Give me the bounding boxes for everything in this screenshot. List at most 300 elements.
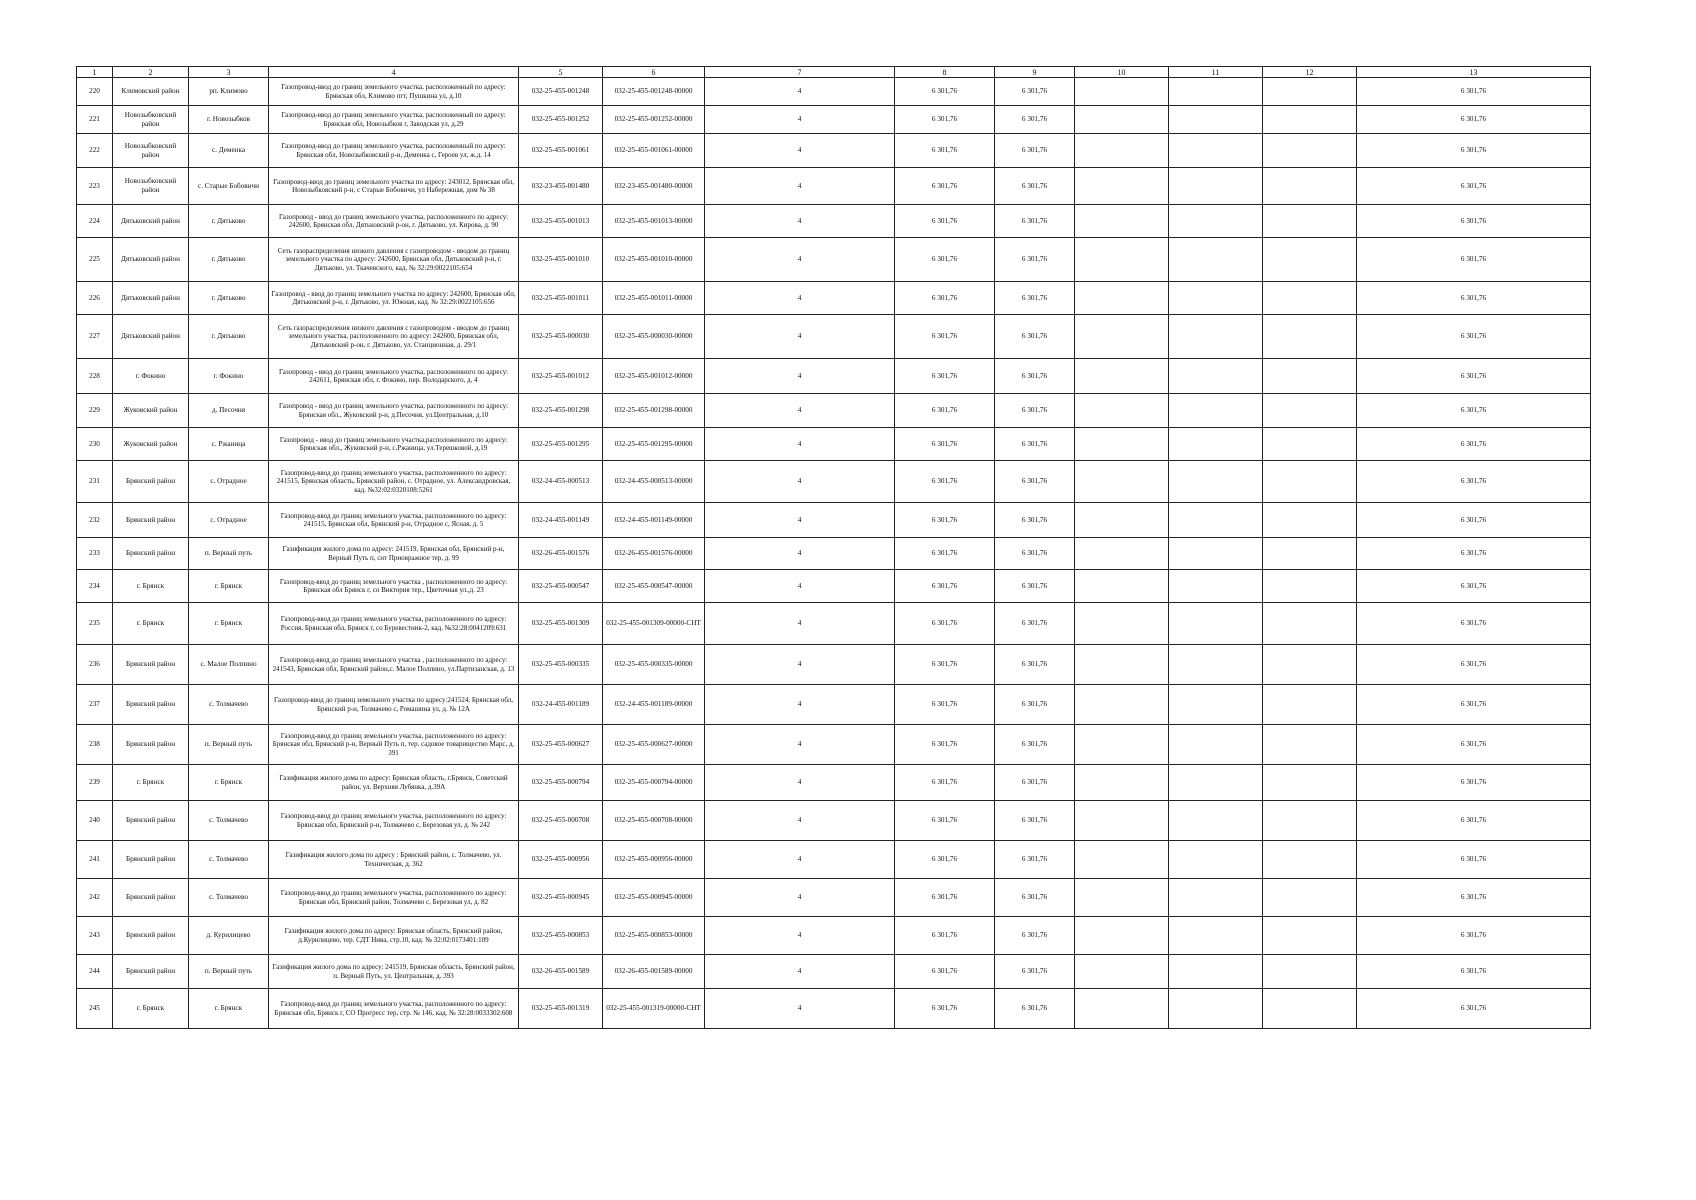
table-row	[77, 841, 1591, 879]
district-cell: г. Брянск	[113, 989, 189, 1029]
locality-cell: с. Толмачево	[189, 685, 269, 725]
column-12-value	[1263, 917, 1357, 955]
row-number: 226	[77, 282, 113, 315]
column-header: 11	[1169, 67, 1263, 78]
column-11-value	[1169, 879, 1263, 917]
column-7-value: 4	[705, 801, 895, 841]
district-cell: Брянский район	[113, 725, 189, 765]
object-description: Сеть газораспределения низкого давления с газопроводом - вводом до границ земельного участка по адресу: 242600, Брянская обл, Дятьковский р-н, г. Дятьково, ул. Ткачевского, кад. № 32:29:0022105:654	[269, 238, 519, 282]
locality-cell: с. Толмачево	[189, 841, 269, 879]
column-10-value	[1075, 503, 1169, 538]
column-11-value	[1169, 106, 1263, 134]
row-number: 233	[77, 538, 113, 570]
row-number: 243	[77, 917, 113, 955]
column-13-amount: 6 301,76	[1357, 394, 1591, 428]
locality-cell: п. Верный путь	[189, 725, 269, 765]
column-7-value: 4	[705, 238, 895, 282]
column-8-amount: 6 301,76	[895, 428, 995, 461]
row-number: 236	[77, 645, 113, 685]
object-code: 032-25-455-000627	[519, 725, 603, 765]
object-code: 032-25-455-001012	[519, 359, 603, 394]
object-description: Газопровод-ввод до границ земельного участка, расположенного по адресу: 241515, Брянская область, Брянский район, с. Отрадное, ул. Александровская, кад. №32:02:0320108:5261	[269, 461, 519, 503]
district-cell: Брянский район	[113, 879, 189, 917]
column-9-amount: 6 301,76	[995, 503, 1075, 538]
object-id: 032-25-455-000627-00000	[603, 725, 705, 765]
table-row	[77, 238, 1591, 282]
column-10-value	[1075, 725, 1169, 765]
column-10-value	[1075, 359, 1169, 394]
column-12-value	[1263, 428, 1357, 461]
column-8-amount: 6 301,76	[895, 725, 995, 765]
column-12-value	[1263, 570, 1357, 603]
column-7-value: 4	[705, 725, 895, 765]
column-9-amount: 6 301,76	[995, 955, 1075, 989]
column-10-value	[1075, 78, 1169, 106]
table-row	[77, 570, 1591, 603]
table-row	[77, 394, 1591, 428]
object-id: 032-25-455-001295-00000	[603, 428, 705, 461]
object-id: 032-25-455-000030-00000	[603, 315, 705, 359]
column-13-amount: 6 301,76	[1357, 917, 1591, 955]
object-code: 032-25-455-001319	[519, 989, 603, 1029]
object-description: Газопровод-ввод до границ земельного участка, расположенного по адресу: Россия, Брянская обл, Брянск г, со Буревестник-2, кад. №32:28:0041209:631	[269, 603, 519, 645]
column-7-value: 4	[705, 917, 895, 955]
object-id: 032-25-455-000708-00000	[603, 801, 705, 841]
column-11-value	[1169, 570, 1263, 603]
locality-cell: г. Дятьково	[189, 282, 269, 315]
column-header: 9	[995, 67, 1075, 78]
column-9-amount: 6 301,76	[995, 205, 1075, 238]
locality-cell: с. Старые Бобовичи	[189, 168, 269, 205]
header-row	[77, 67, 1591, 78]
object-code: 032-25-455-001295	[519, 428, 603, 461]
column-7-value: 4	[705, 538, 895, 570]
row-number: 229	[77, 394, 113, 428]
object-id: 032-24-455-001189-00000	[603, 685, 705, 725]
column-10-value	[1075, 394, 1169, 428]
column-12-value	[1263, 238, 1357, 282]
column-13-amount: 6 301,76	[1357, 685, 1591, 725]
column-13-amount: 6 301,76	[1357, 106, 1591, 134]
object-description: Газопровод-ввод до границ земельного участка по адресу:241524, Брянская обл, Брянский р-н, Толмачево с, Ромашина ул, д. № 12А	[269, 685, 519, 725]
column-9-amount: 6 301,76	[995, 685, 1075, 725]
table-row	[77, 538, 1591, 570]
column-7-value: 4	[705, 359, 895, 394]
object-description: Газификация жилого дома по адресу: Брянская область, г.Брянск, Советский район, ул. Верхняя Лубянка, д.39А	[269, 765, 519, 801]
column-11-value	[1169, 394, 1263, 428]
object-code: 032-25-455-001252	[519, 106, 603, 134]
object-id: 032-25-455-001012-00000	[603, 359, 705, 394]
district-cell: Брянский район	[113, 685, 189, 725]
object-description: Газопровод-ввод до границ земельного участка , расположенного по адресу: 241543, Брянская обл, Брянский район,с. Малое Полпино, ул.Партизанская, д. 13	[269, 645, 519, 685]
district-cell: Дятьковский район	[113, 238, 189, 282]
column-11-value	[1169, 917, 1263, 955]
column-11-value	[1169, 955, 1263, 989]
column-10-value	[1075, 645, 1169, 685]
column-7-value: 4	[705, 134, 895, 168]
object-code: 032-25-455-001061	[519, 134, 603, 168]
object-description: Газопровод-ввод до границ земельного участка, расположенного по адресу: Брянская обл, Брянский р-н, Верный Путь п, тер. садовое товарищество Марс, д. 391	[269, 725, 519, 765]
column-12-value	[1263, 603, 1357, 645]
table-row	[77, 879, 1591, 917]
object-id: 032-24-455-001149-00000	[603, 503, 705, 538]
column-8-amount: 6 301,76	[895, 841, 995, 879]
table-row	[77, 917, 1591, 955]
locality-cell: с. Толмачево	[189, 801, 269, 841]
column-12-value	[1263, 538, 1357, 570]
row-number: 245	[77, 989, 113, 1029]
table-row	[77, 645, 1591, 685]
row-number: 234	[77, 570, 113, 603]
column-11-value	[1169, 461, 1263, 503]
column-8-amount: 6 301,76	[895, 765, 995, 801]
column-9-amount: 6 301,76	[995, 603, 1075, 645]
district-cell: Жуковский район	[113, 428, 189, 461]
column-13-amount: 6 301,76	[1357, 503, 1591, 538]
column-13-amount: 6 301,76	[1357, 989, 1591, 1029]
column-11-value	[1169, 603, 1263, 645]
district-cell: Брянский район	[113, 461, 189, 503]
column-7-value: 4	[705, 78, 895, 106]
object-id: 032-25-455-000853-00000	[603, 917, 705, 955]
row-number: 238	[77, 725, 113, 765]
gasification-table	[76, 66, 1591, 1029]
district-cell: Дятьковский район	[113, 315, 189, 359]
column-12-value	[1263, 955, 1357, 989]
object-id: 032-25-455-001061-00000	[603, 134, 705, 168]
column-8-amount: 6 301,76	[895, 238, 995, 282]
object-id: 032-23-455-001480-00000	[603, 168, 705, 205]
column-8-amount: 6 301,76	[895, 917, 995, 955]
column-7-value: 4	[705, 428, 895, 461]
column-13-amount: 6 301,76	[1357, 765, 1591, 801]
object-description: Сеть газораспределения низкого давления с газопроводом - вводом до границ земельного участка, расположенного по адресу: 242600, Брянская обл, Дятьковский р-он, г. Дятьково, ул. Станционная, д. 29/1	[269, 315, 519, 359]
column-8-amount: 6 301,76	[895, 134, 995, 168]
column-7-value: 4	[705, 282, 895, 315]
column-10-value	[1075, 168, 1169, 205]
column-11-value	[1169, 428, 1263, 461]
row-number: 231	[77, 461, 113, 503]
row-number: 224	[77, 205, 113, 238]
column-12-value	[1263, 168, 1357, 205]
locality-cell: п. Верный путь	[189, 955, 269, 989]
column-9-amount: 6 301,76	[995, 570, 1075, 603]
row-number: 242	[77, 879, 113, 917]
column-13-amount: 6 301,76	[1357, 205, 1591, 238]
column-7-value: 4	[705, 503, 895, 538]
locality-cell: с. Малое Полпино	[189, 645, 269, 685]
column-10-value	[1075, 134, 1169, 168]
object-id: 032-25-455-000956-00000	[603, 841, 705, 879]
district-cell: Брянский район	[113, 645, 189, 685]
district-cell: Брянский район	[113, 801, 189, 841]
column-9-amount: 6 301,76	[995, 78, 1075, 106]
object-code: 032-25-455-001011	[519, 282, 603, 315]
row-number: 225	[77, 238, 113, 282]
column-9-amount: 6 301,76	[995, 538, 1075, 570]
column-header: 7	[705, 67, 895, 78]
column-13-amount: 6 301,76	[1357, 879, 1591, 917]
column-10-value	[1075, 106, 1169, 134]
table-row	[77, 725, 1591, 765]
locality-cell: г. Дятьково	[189, 205, 269, 238]
column-10-value	[1075, 879, 1169, 917]
column-9-amount: 6 301,76	[995, 359, 1075, 394]
column-10-value	[1075, 315, 1169, 359]
locality-cell: г. Брянск	[189, 603, 269, 645]
column-11-value	[1169, 503, 1263, 538]
column-7-value: 4	[705, 461, 895, 503]
column-12-value	[1263, 282, 1357, 315]
object-id: 032-25-455-001319-00000-СНТ	[603, 989, 705, 1029]
row-number: 244	[77, 955, 113, 989]
column-12-value	[1263, 359, 1357, 394]
column-8-amount: 6 301,76	[895, 205, 995, 238]
column-8-amount: 6 301,76	[895, 315, 995, 359]
row-number: 241	[77, 841, 113, 879]
column-13-amount: 6 301,76	[1357, 282, 1591, 315]
object-id: 032-25-455-001011-00000	[603, 282, 705, 315]
object-description: Газопровод-ввод до границ земельного участка, расположенного по адресу: Брянская обл, Брянский район, Толмачево с, Березовая ул, д. 82	[269, 879, 519, 917]
table-body	[77, 78, 1591, 1029]
column-11-value	[1169, 78, 1263, 106]
table-row	[77, 685, 1591, 725]
column-7-value: 4	[705, 645, 895, 685]
column-12-value	[1263, 394, 1357, 428]
object-id: 032-25-455-001248-00000	[603, 78, 705, 106]
column-13-amount: 6 301,76	[1357, 315, 1591, 359]
column-header: 4	[269, 67, 519, 78]
column-11-value	[1169, 765, 1263, 801]
row-number: 227	[77, 315, 113, 359]
column-7-value: 4	[705, 603, 895, 645]
column-header: 8	[895, 67, 995, 78]
table-row	[77, 359, 1591, 394]
column-7-value: 4	[705, 168, 895, 205]
column-10-value	[1075, 538, 1169, 570]
district-cell: Новозыбковский район	[113, 168, 189, 205]
column-8-amount: 6 301,76	[895, 503, 995, 538]
locality-cell: с. Отрадное	[189, 461, 269, 503]
column-9-amount: 6 301,76	[995, 725, 1075, 765]
column-7-value: 4	[705, 685, 895, 725]
column-7-value: 4	[705, 989, 895, 1029]
table-row	[77, 461, 1591, 503]
column-9-amount: 6 301,76	[995, 168, 1075, 205]
object-description: Газопровод-ввод до границ земельного участка, расположенного по адресу: 241515, Брянская обл, Брянский р-н, Отрадное с, Ясная, д. 5	[269, 503, 519, 538]
column-11-value	[1169, 801, 1263, 841]
document-sheet	[76, 66, 1590, 1029]
column-7-value: 4	[705, 879, 895, 917]
locality-cell: г. Фокино	[189, 359, 269, 394]
column-9-amount: 6 301,76	[995, 461, 1075, 503]
row-number: 220	[77, 78, 113, 106]
column-8-amount: 6 301,76	[895, 645, 995, 685]
column-9-amount: 6 301,76	[995, 879, 1075, 917]
column-10-value	[1075, 841, 1169, 879]
object-code: 032-25-455-001248	[519, 78, 603, 106]
object-code: 032-25-455-000794	[519, 765, 603, 801]
column-8-amount: 6 301,76	[895, 603, 995, 645]
locality-cell: с. Деменка	[189, 134, 269, 168]
object-id: 032-25-455-001013-00000	[603, 205, 705, 238]
column-7-value: 4	[705, 955, 895, 989]
column-12-value	[1263, 841, 1357, 879]
district-cell: г. Брянск	[113, 570, 189, 603]
object-id: 032-26-455-001589-00000	[603, 955, 705, 989]
object-description: Газопровод - ввод до границ земельного участка,расположенного по адресу: Брянская обл., Жуковский р-н, с.Ржаница, ул.Терешковой, д.19	[269, 428, 519, 461]
column-8-amount: 6 301,76	[895, 282, 995, 315]
row-number: 239	[77, 765, 113, 801]
district-cell: Дятьковский район	[113, 282, 189, 315]
row-number: 230	[77, 428, 113, 461]
object-code: 032-25-455-001013	[519, 205, 603, 238]
object-code: 032-25-455-001010	[519, 238, 603, 282]
column-header: 13	[1357, 67, 1591, 78]
column-7-value: 4	[705, 765, 895, 801]
column-8-amount: 6 301,76	[895, 570, 995, 603]
column-header: 3	[189, 67, 269, 78]
object-code: 032-25-455-000708	[519, 801, 603, 841]
object-code: 032-24-455-000513	[519, 461, 603, 503]
row-number: 228	[77, 359, 113, 394]
column-10-value	[1075, 765, 1169, 801]
object-code: 032-25-455-000030	[519, 315, 603, 359]
column-10-value	[1075, 205, 1169, 238]
table-row	[77, 282, 1591, 315]
column-header: 6	[603, 67, 705, 78]
district-cell: Новозыбковский район	[113, 134, 189, 168]
column-header: 5	[519, 67, 603, 78]
column-13-amount: 6 301,76	[1357, 359, 1591, 394]
district-cell: г. Брянск	[113, 765, 189, 801]
column-10-value	[1075, 603, 1169, 645]
object-code: 032-25-455-000956	[519, 841, 603, 879]
table-row	[77, 205, 1591, 238]
object-description: Газопровод - ввод до границ земельного участка, расположенного по адресу: 242600, Брянская обл, Дятьковский р-он, г. Дятьково, ул. Кирова, д. 90	[269, 205, 519, 238]
object-id: 032-25-455-000945-00000	[603, 879, 705, 917]
column-12-value	[1263, 645, 1357, 685]
column-8-amount: 6 301,76	[895, 394, 995, 428]
column-11-value	[1169, 282, 1263, 315]
column-7-value: 4	[705, 394, 895, 428]
column-9-amount: 6 301,76	[995, 106, 1075, 134]
column-header: 1	[77, 67, 113, 78]
column-13-amount: 6 301,76	[1357, 78, 1591, 106]
district-cell: Брянский район	[113, 841, 189, 879]
column-7-value: 4	[705, 841, 895, 879]
object-description: Газопровод - ввод до границ земельного участка, расположенного по адресу: Брянская обл., Жуковский р-н, д.Песочня, ул.Центральная, д.10	[269, 394, 519, 428]
column-13-amount: 6 301,76	[1357, 238, 1591, 282]
column-13-amount: 6 301,76	[1357, 841, 1591, 879]
object-code: 032-26-455-001589	[519, 955, 603, 989]
locality-cell: с. Отрадное	[189, 503, 269, 538]
object-description: Газопровод-ввод до границ земельного участка, расположенный по адресу: Брянская обл, Новозыбков г, Заводская ул, д.29	[269, 106, 519, 134]
district-cell: г. Фокино	[113, 359, 189, 394]
column-13-amount: 6 301,76	[1357, 134, 1591, 168]
table-row	[77, 603, 1591, 645]
object-code: 032-25-455-001298	[519, 394, 603, 428]
locality-cell: г. Брянск	[189, 765, 269, 801]
column-12-value	[1263, 685, 1357, 725]
column-10-value	[1075, 238, 1169, 282]
object-description: Газификация жилого дома по адресу : Брянский район, с. Толмачево, ул. Техническая, д. 362	[269, 841, 519, 879]
column-8-amount: 6 301,76	[895, 359, 995, 394]
table-row	[77, 955, 1591, 989]
column-9-amount: 6 301,76	[995, 989, 1075, 1029]
object-code: 032-26-455-001576	[519, 538, 603, 570]
column-10-value	[1075, 685, 1169, 725]
district-cell: Жуковский район	[113, 394, 189, 428]
column-9-amount: 6 301,76	[995, 428, 1075, 461]
column-11-value	[1169, 645, 1263, 685]
column-12-value	[1263, 725, 1357, 765]
column-12-value	[1263, 503, 1357, 538]
locality-cell: д. Песочня	[189, 394, 269, 428]
column-13-amount: 6 301,76	[1357, 645, 1591, 685]
column-11-value	[1169, 725, 1263, 765]
column-7-value: 4	[705, 315, 895, 359]
column-13-amount: 6 301,76	[1357, 428, 1591, 461]
object-description: Газопровод-ввод до границ земельного участка, расположенный по адресу: Брянская обл, Новозыбковский р-н, Деменка с, Героев ул, ж.д. 14	[269, 134, 519, 168]
locality-cell: с. Толмачево	[189, 879, 269, 917]
table-row	[77, 765, 1591, 801]
district-cell: Климовский район	[113, 78, 189, 106]
column-12-value	[1263, 801, 1357, 841]
row-number: 237	[77, 685, 113, 725]
locality-cell: рп. Климово	[189, 78, 269, 106]
column-9-amount: 6 301,76	[995, 315, 1075, 359]
object-id: 032-26-455-001576-00000	[603, 538, 705, 570]
column-12-value	[1263, 461, 1357, 503]
object-description: Газопровод-ввод до границ земельного участка по адресу: 243012, Брянская обл, Новозыбковский р-н, с Старые Бобовичи, ул Набережная, дом № 38	[269, 168, 519, 205]
column-13-amount: 6 301,76	[1357, 603, 1591, 645]
column-10-value	[1075, 955, 1169, 989]
locality-cell: г. Брянск	[189, 989, 269, 1029]
column-13-amount: 6 301,76	[1357, 955, 1591, 989]
object-id: 032-25-455-001309-00000-СНТ	[603, 603, 705, 645]
row-number: 221	[77, 106, 113, 134]
column-9-amount: 6 301,76	[995, 765, 1075, 801]
object-description: Газификация жилого дома по адресу: Брянская область, Брянский район, д.Курилицево, тер. СДТ Нива, стр.10, кад. № 32:02:0173401:109	[269, 917, 519, 955]
column-8-amount: 6 301,76	[895, 168, 995, 205]
column-8-amount: 6 301,76	[895, 538, 995, 570]
column-12-value	[1263, 879, 1357, 917]
row-number: 222	[77, 134, 113, 168]
column-10-value	[1075, 917, 1169, 955]
locality-cell: п. Верный путь	[189, 538, 269, 570]
table-row	[77, 106, 1591, 134]
column-12-value	[1263, 989, 1357, 1029]
object-id: 032-25-455-001298-00000	[603, 394, 705, 428]
column-8-amount: 6 301,76	[895, 78, 995, 106]
column-11-value	[1169, 841, 1263, 879]
column-9-amount: 6 301,76	[995, 394, 1075, 428]
column-header: 10	[1075, 67, 1169, 78]
district-cell: г. Брянск	[113, 603, 189, 645]
column-10-value	[1075, 282, 1169, 315]
table-row	[77, 428, 1591, 461]
object-code: 032-23-455-001480	[519, 168, 603, 205]
column-8-amount: 6 301,76	[895, 989, 995, 1029]
column-8-amount: 6 301,76	[895, 685, 995, 725]
object-code: 032-25-455-001309	[519, 603, 603, 645]
column-11-value	[1169, 989, 1263, 1029]
table-row	[77, 503, 1591, 538]
column-9-amount: 6 301,76	[995, 282, 1075, 315]
object-description: Газификация жилого дома по адресу: 241519, Брянская обл, Брянский р-н, Верный Путь п, снт Приовражное тер, д. 99	[269, 538, 519, 570]
object-description: Газопровод-ввод до границ земельного участка , расположенного по адресу: Брянская обл Брянск г, со Виктория тер., Цветочная ул.,д. 23	[269, 570, 519, 603]
